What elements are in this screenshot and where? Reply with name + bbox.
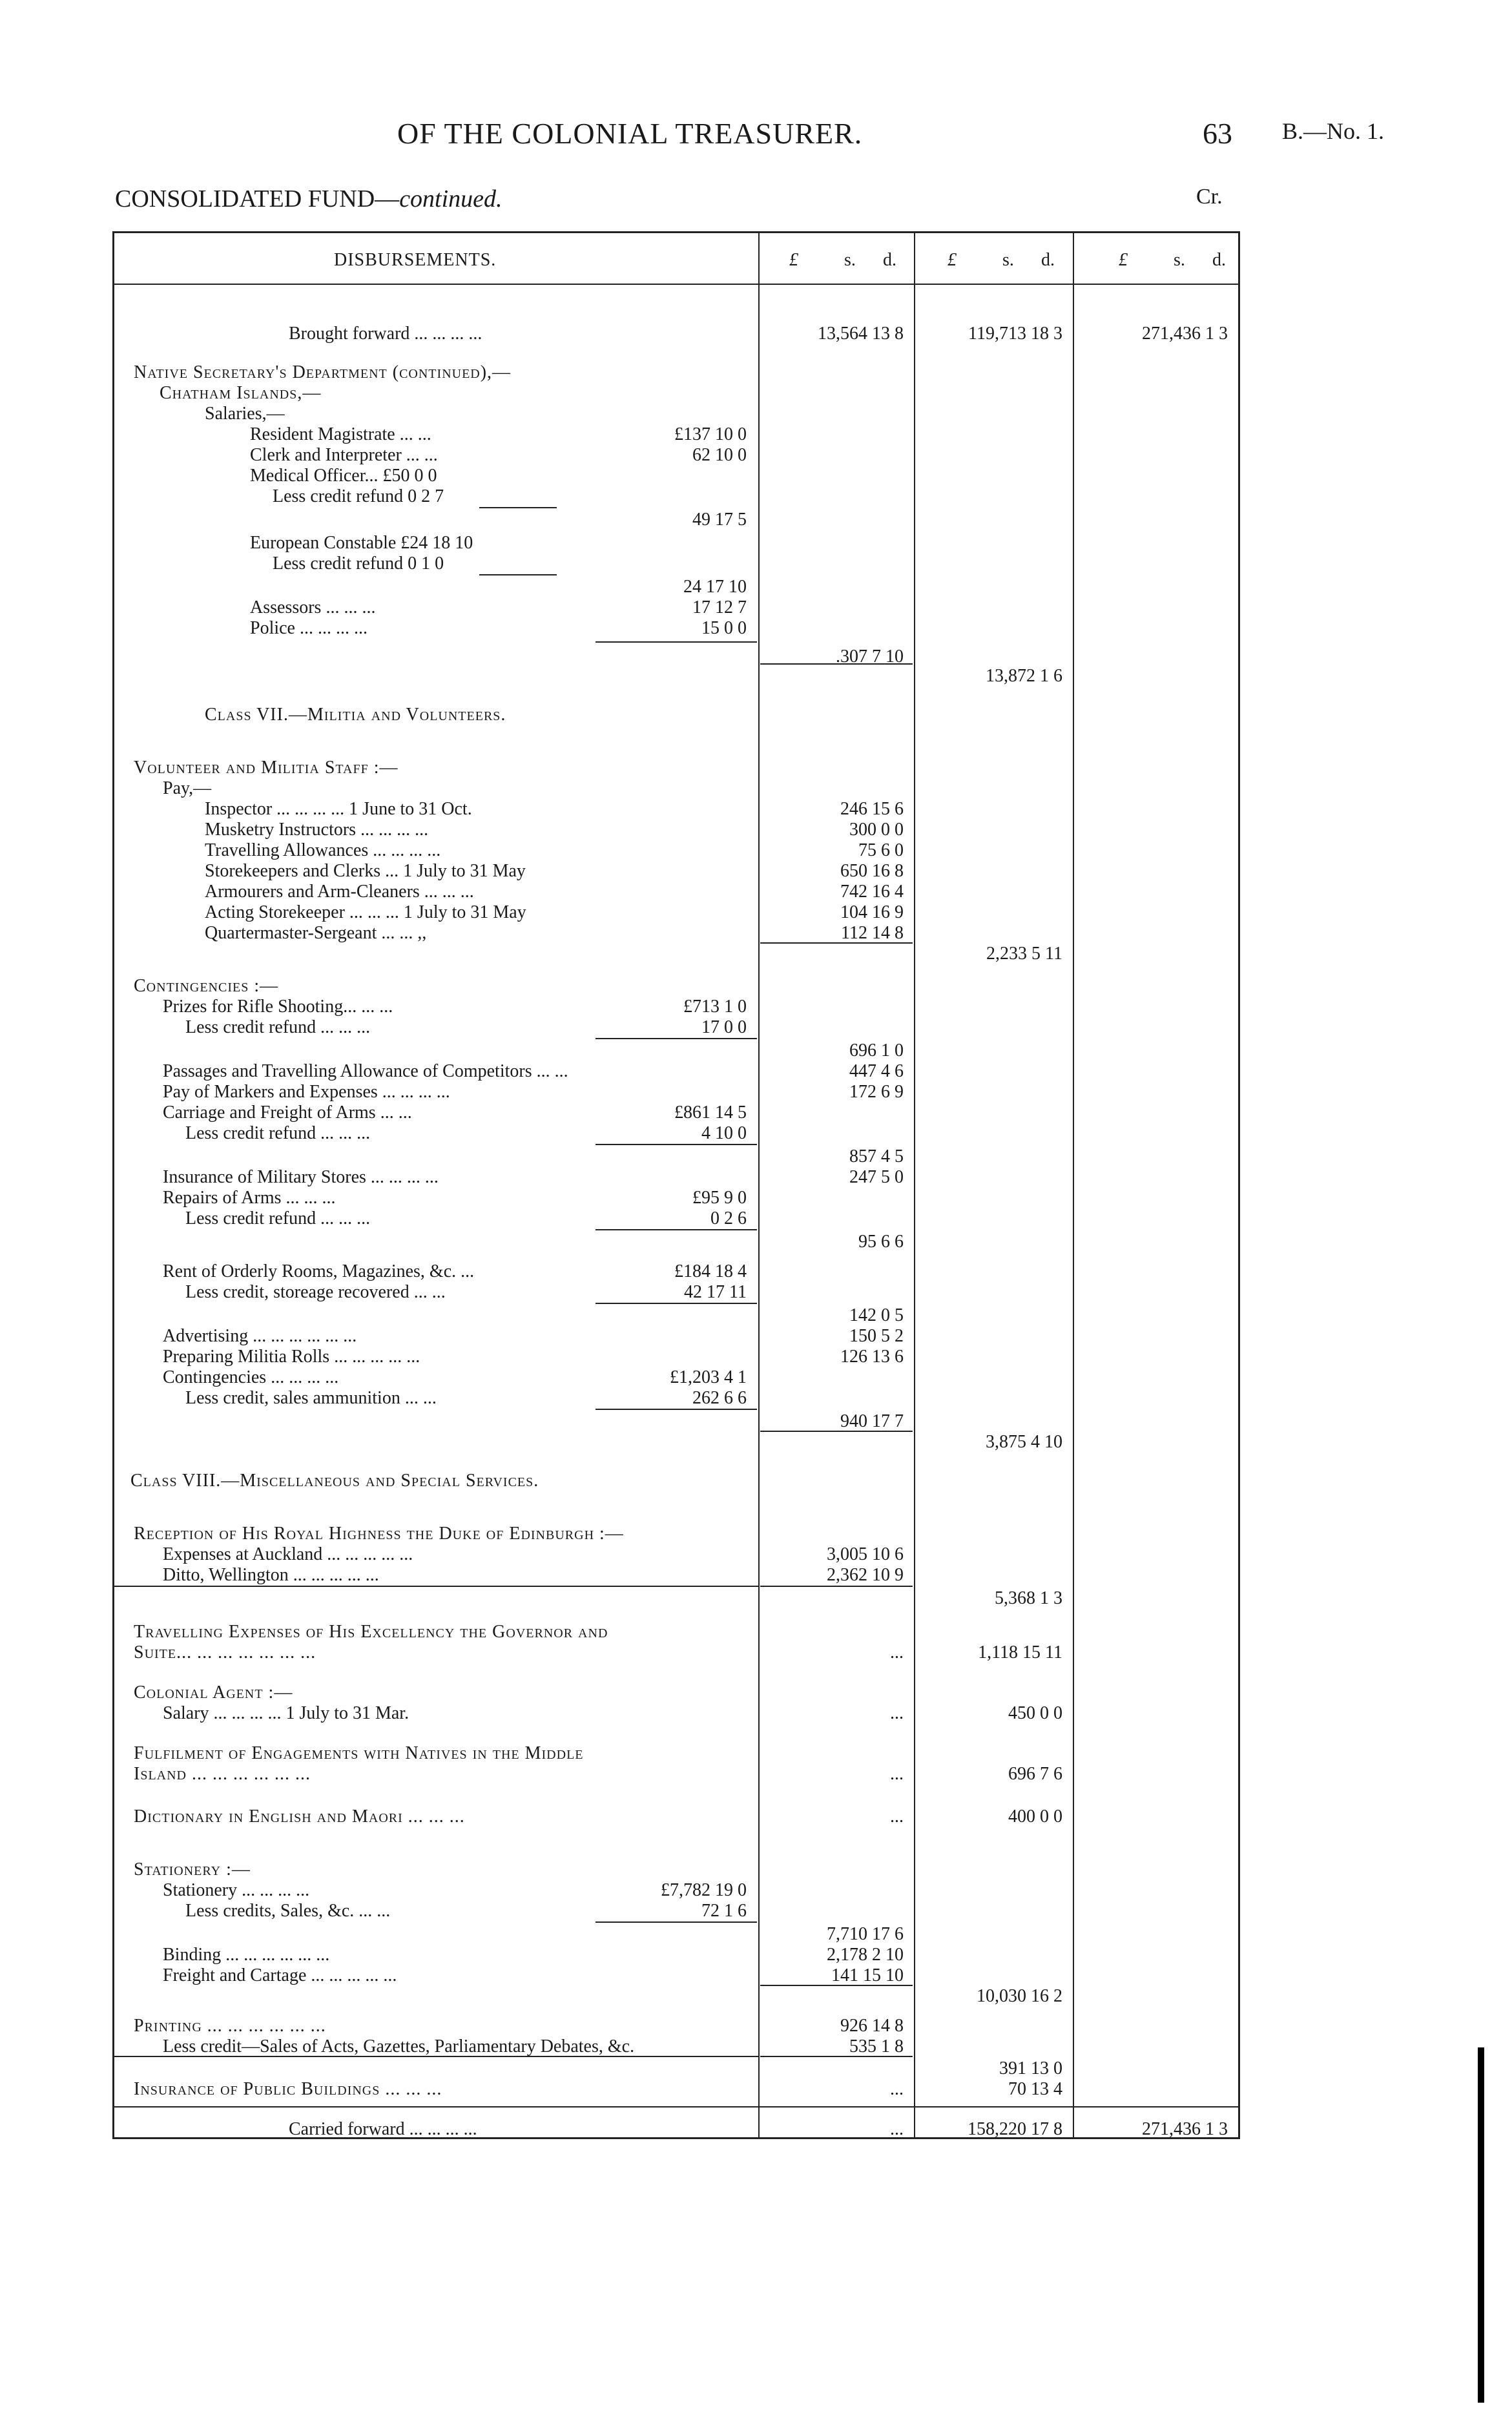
pounds-header: £ [789,250,798,270]
row-description: Carried forward ... ... ... ... [289,2119,477,2139]
row-description: Quartermaster-Sergeant ... ... ,, [205,923,427,943]
amount-column-1: ... [890,2119,904,2139]
sum-rule [479,574,557,575]
document-reference: B.—No. 1. [1282,118,1385,144]
inner-amount: 42 17 11 [684,1282,747,1302]
amount-column-2: 2,233 5 11 [986,944,1062,964]
amount-column-2: 158,220 17 8 [968,2119,1062,2139]
amount-column-3: 271,436 1 3 [1142,324,1228,344]
pounds-header: £ [948,250,957,270]
header-rule [114,284,1238,285]
amount-column-2: 119,713 18 3 [968,324,1062,344]
inner-amount: £95 9 0 [692,1188,747,1208]
amount-column-1: 172 6 9 [849,1082,904,1102]
amount-column-1: ... [890,1807,904,1827]
amount-column-1: 7,710 17 6 [827,1924,904,1944]
row-description: Printing ... ... ... ... ... ... [134,2016,326,2036]
sum-rule [760,1586,913,1587]
row-description: Prizes for Rifle Shooting... ... ... [163,997,393,1017]
fund-name: CONSOLIDATED FUND— [115,185,400,212]
sum-rule [595,641,757,643]
amount-column-1: 940 17 7 [840,1411,904,1431]
row-description: Medical Officer... £50 0 0 [250,466,437,486]
shillings-header: s. [844,250,856,270]
sum-rule [114,1586,758,1587]
row-description: Native Secretary's Department (continued),— [134,362,512,382]
amount-column-2: 10,030 16 2 [977,1986,1062,2006]
fund-heading [115,185,502,213]
amount-column-1: 2,362 10 9 [827,1565,904,1585]
amount-column-1: 95 6 6 [858,1232,904,1252]
inner-amount: 15 0 0 [701,618,747,638]
inner-amount: 17 0 0 [701,1017,747,1037]
row-description: Clerk and Interpreter ... ... [250,445,438,465]
sum-rule [595,1303,757,1304]
amount-column-1: 112 14 8 [841,923,904,943]
fund-continued: continued. [399,185,502,212]
row-description: Less credit, sales ammunition ... ... [185,1388,437,1408]
sum-rule [595,1921,757,1923]
amount-column-1: 247 5 0 [849,1167,904,1187]
disbursements-table [112,231,1240,2139]
inner-amount: £7,782 19 0 [661,1880,747,1900]
row-description: Insurance of Military Stores ... ... ... ... [163,1167,439,1187]
row-description: Storekeepers and Clerks ... 1 July to 31 May [205,861,526,881]
row-description: Travelling Expenses of His Excellency the Governor and [134,1622,608,1642]
amount-column-1: ... [890,1703,904,1723]
amount-column-2: 450 0 0 [1008,1703,1062,1723]
amount-column-2: 391 13 0 [999,2058,1062,2078]
row-description: Less credit refund 0 1 0 [273,554,444,574]
inner-amount: 49 17 5 [692,510,747,530]
row-description: Rent of Orderly Rooms, Magazines, &c. ... [163,1261,475,1281]
row-description: Stationery :— [134,1859,251,1880]
row-description: Salaries,— [205,404,285,424]
sum-rule [595,1229,757,1230]
row-description: European Constable £24 18 10 [250,533,473,553]
row-description: Less credit refund ... ... ... [185,1123,371,1143]
amount-column-2: 1,118 15 11 [978,1642,1062,1662]
amount-column-1: ... [890,2079,904,2099]
row-description: Reception of His Royal Highness the Duke of Edinburgh :— [134,1524,624,1544]
column-divider [914,233,915,2137]
row-description: Carriage and Freight of Arms ... ... [163,1103,412,1123]
amount-column-2: 400 0 0 [1008,1807,1062,1827]
inner-amount: £713 1 0 [683,997,747,1017]
amount-column-1: ... [890,1642,904,1662]
row-description: Repairs of Arms ... ... ... [163,1188,336,1208]
row-description: Chatham Islands,— [160,383,322,403]
row-description: Insurance of Public Buildings ... ... ... [134,2079,442,2099]
amount-column-1: 3,005 10 6 [827,1544,904,1564]
inner-amount: 17 12 7 [692,597,747,617]
row-description: Less credit—Sales of Acts, Gazettes, Parliamentary Debates, &c. [163,2036,635,2056]
row-description: Less credit refund ... ... ... [185,1017,371,1037]
amount-column-1: 141 15 10 [831,1965,904,1985]
amount-column-1: 650 16 8 [840,861,904,881]
inner-amount: 4 10 0 [701,1123,747,1143]
amount-column-1: 104 16 9 [840,902,904,922]
column-divider [1073,233,1074,2137]
row-description: Travelling Allowances ... ... ... ... [205,840,441,860]
row-description: Passages and Travelling Allowance of Competitors ... ... [163,1061,568,1081]
pence-header: d. [1212,250,1226,270]
inner-amount: £137 10 0 [674,424,747,444]
amount-column-2: 3,875 4 10 [986,1432,1062,1452]
amount-column-2: 13,872 1 6 [986,666,1062,686]
row-description: Preparing Militia Rolls ... ... ... ... ... [163,1347,420,1367]
sum-rule [595,1409,757,1410]
sum-rule [114,2106,1238,2107]
inner-amount: 0 2 6 [710,1208,747,1228]
pence-header: d. [883,250,896,270]
row-description: Dictionary in English and Maori ... ... ... [134,1807,465,1827]
amount-column-1: 857 4 5 [849,1146,904,1166]
row-description: Pay,— [163,778,212,798]
inner-amount: £184 18 4 [674,1261,747,1281]
column-divider [758,233,760,2137]
sum-rule [595,1144,757,1145]
pounds-header: £ [1119,250,1128,270]
row-description: Contingencies :— [134,976,279,996]
page-number: 63 [1203,117,1232,150]
row-description: Acting Storekeeper ... ... ... 1 July to 31 May [205,902,526,922]
amount-column-1: 246 15 6 [840,799,904,819]
row-description: Resident Magistrate ... ... [250,424,431,444]
amount-column-2: 5,368 1 3 [995,1588,1062,1608]
sum-rule [595,1038,757,1039]
row-description: Class VIII.—Miscellaneous and Special Services. [130,1471,539,1491]
row-description: Contingencies ... ... ... ... [163,1367,339,1387]
inner-amount: 24 17 10 [683,577,747,597]
inner-amount: 72 1 6 [701,1901,747,1921]
amount-column-1: 926 14 8 [840,2016,904,2036]
row-description: Colonial Agent :— [134,1683,293,1703]
row-description: Advertising ... ... ... ... ... ... [163,1326,357,1346]
row-description: Freight and Cartage ... ... ... ... ... [163,1965,397,1985]
sum-rule [479,507,557,508]
inner-amount: £1,203 4 1 [670,1367,747,1387]
amount-column-1: 300 0 0 [849,820,904,840]
row-description: Binding ... ... ... ... ... ... [163,1945,330,1965]
amount-column-1: 696 1 0 [849,1041,904,1061]
amount-column-2: 696 7 6 [1008,1764,1062,1784]
amount-column-1: 126 13 6 [840,1347,904,1367]
inner-amount: 62 10 0 [692,445,747,465]
row-description: Pay of Markers and Expenses ... ... ... ... [163,1082,450,1102]
pence-header: d. [1041,250,1055,270]
shillings-header: s. [1002,250,1014,270]
row-description: Police ... ... ... ... [250,618,368,638]
row-description: Stationery ... ... ... ... [163,1880,310,1900]
row-description: Less credit refund 0 2 7 [273,486,444,506]
amount-column-3: 271,436 1 3 [1142,2119,1228,2139]
amount-column-1: 142 0 5 [849,1305,904,1325]
shillings-header: s. [1174,250,1185,270]
row-description: Brought forward ... ... ... ... [289,324,482,344]
inner-amount: 262 6 6 [692,1388,747,1408]
amount-column-1: 2,178 2 10 [827,1945,904,1965]
amount-column-1: 535 1 8 [849,2036,904,2056]
row-description: Ditto, Wellington ... ... ... ... ... [163,1565,379,1585]
row-description: Volunteer and Militia Staff :— [134,758,399,778]
inner-amount: £861 14 5 [674,1103,747,1123]
disbursements-header: DISBURSEMENTS. [334,250,497,270]
amount-column-1: .307 7 10 [836,647,904,667]
row-description: Island ... ... ... ... ... ... [134,1764,311,1784]
row-description: Less credit refund ... ... ... [185,1208,371,1228]
row-description: Fulfilment of Engagements with Natives in the Middle [134,1743,584,1763]
row-description: Suite... ... ... ... ... ... ... [134,1642,316,1662]
amount-column-1: ... [890,1764,904,1784]
row-description: Less credit, storeage recovered ... ... [185,1282,446,1302]
amount-column-2: 70 13 4 [1008,2079,1062,2099]
row-description: Expenses at Auckland ... ... ... ... ... [163,1544,413,1564]
row-description: Salary ... ... ... ... 1 July to 31 Mar. [163,1703,409,1723]
row-description: Musketry Instructors ... ... ... ... [205,820,429,840]
credit-label: Cr. [1196,185,1223,209]
margin-bar [1478,2047,1484,2403]
row-description: Armourers and Arm-Cleaners ... ... ... [205,882,474,902]
amount-column-1: 742 16 4 [840,882,904,902]
row-description: Less credits, Sales, &c. ... ... [185,1901,391,1921]
amount-column-1: 13,564 13 8 [818,324,904,344]
amount-column-1: 75 6 0 [858,840,904,860]
row-description: Assessors ... ... ... [250,597,376,617]
page-title: OF THE COLONIAL TREASURER. [397,117,863,150]
amount-column-1: 150 5 2 [849,1326,904,1346]
amount-column-1: 447 4 6 [849,1061,904,1081]
row-description: Inspector ... ... ... ... 1 June to 31 Oct. [205,799,472,819]
row-description: Class VII.—Militia and Volunteers. [205,705,506,725]
